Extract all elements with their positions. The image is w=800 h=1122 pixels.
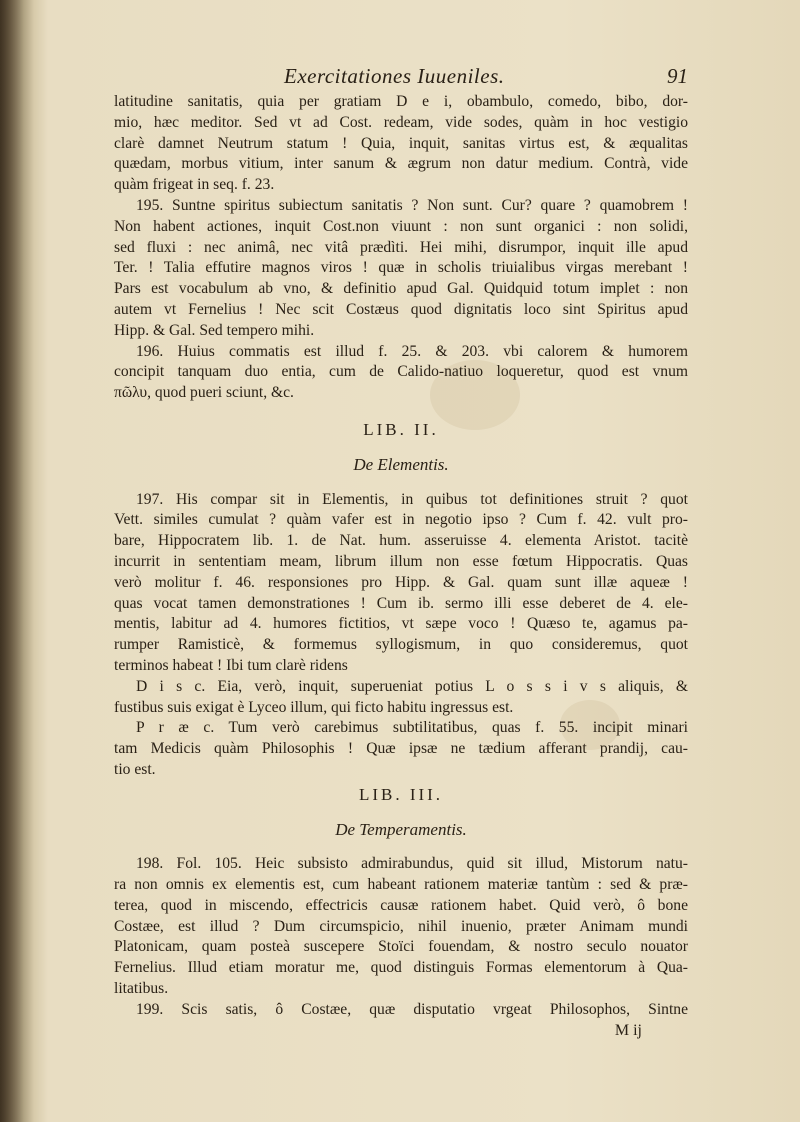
paragraph-196	[114, 342, 688, 404]
paragraph-197	[114, 490, 688, 677]
text-line: latitudine sanitatis, quia per gratiam D e i, obambulo, comedo, bibo, dor-	[114, 93, 688, 110]
text-line: bare, Hippocratem lib. 1. de Nat. hum. asseruisse 4. elementa Aristot. tacitè	[114, 532, 688, 550]
text-line: quas vocat tamen demonstrationes ! Cum ib. sermo illi esse deberet de 4. ele-	[114, 594, 688, 612]
text-line: Costæe, est illud ? Dum circumspicio, nihil inuenio, præter Animam mundi	[114, 917, 688, 935]
text-line: Pars est vocabulum ab vno, & definitio apud Gal. Quidquid totum implet : non	[114, 280, 688, 298]
section-heading-lib-iii: LIB. III.	[358, 784, 444, 804]
text-line: incurrit in sententiam meam, librum illum non esse fœtum Hippocratis. Quas	[114, 552, 688, 570]
text-line: tam Medicis quàm Philosophis ! Quæ ipsæ ne tædium afferant prandij, cau-	[114, 740, 688, 758]
section-heading-lib-ii: LIB. II.	[363, 419, 439, 439]
section-subheading-temperamentis: De Temperamentis.	[335, 819, 467, 839]
text-line: mio, hæc meditor. Sed vt ad Cost. redeam, vide sodes, quàm in hoc vestigio	[114, 113, 688, 131]
text-line: clarè damnet Neutrum statum ! Quia, inquit, sanitas virtus est, & æqualitas	[114, 134, 688, 152]
text-line: Ter. ! Talia effutire magnos viros ! quæ in scholis triuialibus virgas merebant !	[114, 259, 688, 277]
paragraph-198	[114, 854, 688, 1000]
text-line: terea, quod in miscendo, effectricis causæ rationem habet. Quid verò, ô bone	[114, 896, 688, 914]
page-number: 91	[667, 64, 688, 88]
text-line: autem vt Fernelius ! Nec scit Costæus quod dignitatis loco sint Spiritus apud	[114, 300, 688, 318]
text-line: Platonicam, quam posteà suscepere Stoïci fouendam, & nostro seculo nouator	[114, 938, 688, 956]
paragraph-199	[114, 1000, 688, 1021]
text-line: Hipp. & Gal. Sed tempero mihi.	[114, 321, 315, 339]
paragraph-praec	[114, 718, 688, 780]
paragraph-195	[114, 196, 688, 342]
text-line: Vett. similes cumulat ? quàm vafer est in negotio ipso ? Cum f. 42. vult pro-	[114, 511, 688, 529]
page-text	[114, 92, 688, 1041]
text-line: mentis, labitur ad 4. humores fictitios, vt sæpe voco ! Quæso te, agamus pa-	[114, 615, 688, 633]
text-line: 197. His compar sit in Elementis, in quibus tot definitiones struit ? quot	[136, 490, 688, 508]
catchword-signature: M ij	[614, 1021, 642, 1039]
text-line: fustibus suis exigat è Lyceo illum, qui ficto habitu ingressus est.	[114, 698, 514, 716]
text-line: quàm frigeat in seq. f. 23.	[114, 176, 275, 194]
text-line: verò molitur f. 46. responsiones pro Hipp. & Gal. quam sunt illæ aqueæ !	[114, 573, 688, 591]
text-line: tio est.	[114, 760, 156, 778]
paragraph-latitudine	[114, 92, 688, 196]
text-line: litatibus.	[114, 980, 169, 998]
text-line: rumper Ramisticè, & formemus syllogismum, in quo consideremus, quot	[114, 636, 688, 654]
text-line: D i s c. Eia, verò, inquit, superueniat potius L o s s i v s aliquis, &	[136, 677, 688, 695]
text-line: concipit tanquam duo entia, cum de Calido-natiuo loqueretur, quod est vnum	[114, 363, 688, 381]
text-line: ra non omnis ex elementis est, cum habeant rationem materiæ tantùm : sed & præ-	[114, 876, 688, 894]
text-line: 199. Scis satis, ô Costæe, quæ disputatio vrgeat Philosophos, Sintne	[136, 1000, 688, 1018]
page-header	[112, 64, 688, 94]
text-line: 198. Fol. 105. Heic subsisto admirabundus, quid sit illud, Mistorum natu-	[136, 855, 688, 873]
text-line: quædam, morbus vitium, inter sanum & ægrum non datur medium. Contrà, vide	[114, 155, 688, 173]
text-line: terminos habeat ! Ibi tum clarè ridens	[114, 656, 348, 674]
text-line: Non habent actiones, inquit Cost.non viuunt : non sunt organici : non solidi,	[114, 217, 688, 235]
section-subheading-elementis: De Elementis.	[353, 454, 449, 474]
binding-gutter	[0, 0, 34, 1122]
text-line: 195. Suntne spiritus subiectum sanitatis ? Non sunt. Cur? quare ? quamobrem !	[136, 196, 688, 214]
text-line: sed fluxi : nec animâ, nec vitâ prædìti. Hei mihi, disrumpor, inquit ille apud	[114, 238, 688, 256]
paragraph-disc	[114, 677, 688, 719]
text-line: πῶλυ, quod pueri sciunt, &c.	[114, 384, 294, 402]
text-line: 196. Huius commatis est illud f. 25. & 203. vbi calorem & humorem	[136, 342, 688, 360]
text-line: Fernelius. Illud etiam moratur me, quod distinguis Formas elementorum à Qua-	[114, 959, 688, 977]
text-line: P r æ c. Tum verò carebimus subtilitatibus, quas f. 55. incipit minari	[136, 719, 688, 737]
running-title: Exercitationes Iuueniles.	[284, 64, 505, 88]
